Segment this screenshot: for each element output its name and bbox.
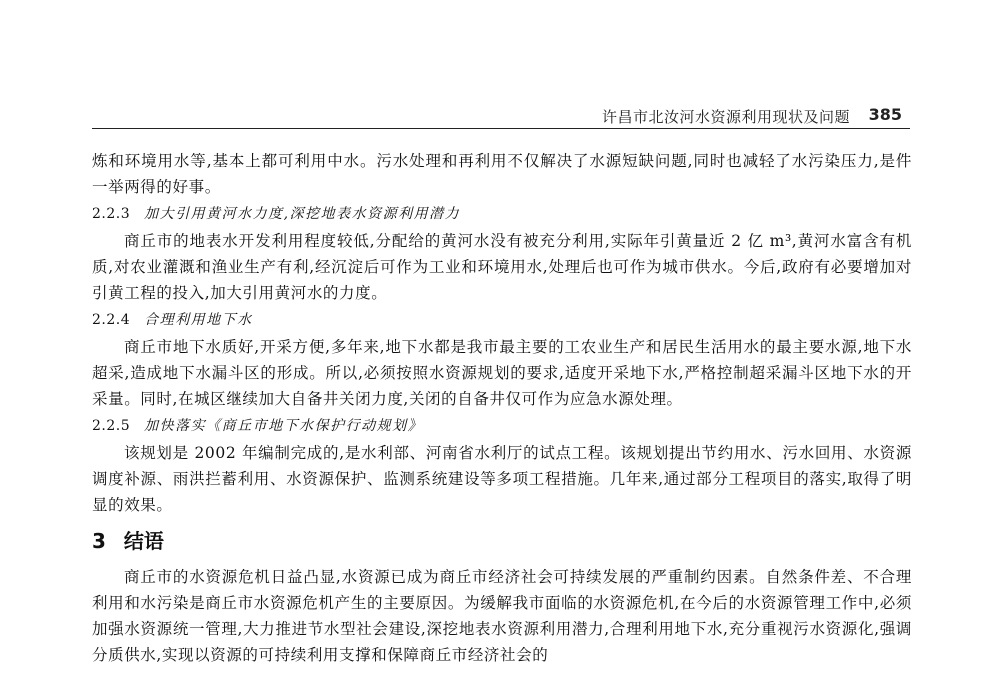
subsection-number: 2.2.4 bbox=[92, 312, 131, 328]
paragraph-2-2-5: 该规划是 2002 年编制完成的,是水利部、河南省水利厅的试点工程。该规划提出节约用水、污水回用、水资源调度补源、雨洪拦蓄利用、水资源保护、监测系统建设等多项工程措施。几年来,通过部分工程项目的落实,取得了明显的效果。 bbox=[92, 444, 912, 514]
subsection-number: 2.2.3 bbox=[92, 206, 131, 222]
subsection-title: 加大引用黄河水力度,深挖地表水资源利用潜力 bbox=[144, 206, 461, 222]
running-header bbox=[92, 104, 910, 129]
subsection-heading-2-2-5 bbox=[92, 412, 912, 440]
paragraph-continued: 炼和环境用水等,基本上都可利用中水。污水处理和再利用不仅解决了水源短缺问题,同时也减轻了水污染压力,是件一举两得的好事。 bbox=[92, 152, 912, 196]
paragraph-2-2-3: 商丘市的地表水开发利用程度较低,分配给的黄河水没有被充分利用,实际年引黄量近 2 亿 m³,黄河水富含有机质,对农业灌溉和渔业生产有利,经沉淀后可作为工业和环境用水,处理后也可作为城市供水。今后,政府有必要增加对引黄工程的投入,加大引用黄河水的力度。 bbox=[92, 232, 912, 302]
section-title: 结语 bbox=[123, 529, 164, 553]
subsection-number: 2.2.5 bbox=[92, 418, 131, 434]
subsection-heading-2-2-3 bbox=[92, 200, 912, 228]
subsection-title: 加快落实《商丘市地下水保护行动规划》 bbox=[144, 418, 424, 434]
subsection-heading-2-2-4 bbox=[92, 306, 912, 334]
running-title: 许昌市北汝河水资源利用现状及问题 bbox=[601, 108, 850, 126]
page-number: 385 bbox=[868, 105, 902, 124]
section-number: 3 bbox=[92, 529, 106, 553]
section-heading-3 bbox=[92, 526, 912, 556]
paragraph-2-2-4: 商丘市地下水质好,开采方便,多年来,地下水都是我市最主要的工农业生产和居民生活用水的最主要水源,地下水超采,造成地下水漏斗区的形成。所以,必须按照水资源规划的要求,适度开采地下水,严格控制超采漏斗区地下水的开采量。同时,在城区继续加大自备井关闭力度,关闭的自备井仅可作为应急水源处理。 bbox=[92, 338, 912, 408]
paragraph-conclusion: 商丘市的水资源危机日益凸显,水资源已成为商丘市经济社会可持续发展的严重制约因素。自然条件差、不合理利用和水污染是商丘市水资源危机产生的主要原因。为缓解我市面临的水资源危机,在今后的水资源管理工作中,必须加强水资源统一管理,大力推进节水型社会建设,深挖地表水资源利用潜力,合理利用地下水,充分重视污水资源化,强调分质供水,实现以资源的可持续利用支撑和保障商丘市经济社会的 bbox=[92, 568, 912, 664]
page-body bbox=[92, 148, 912, 668]
subsection-title: 合理利用地下水 bbox=[144, 312, 253, 328]
